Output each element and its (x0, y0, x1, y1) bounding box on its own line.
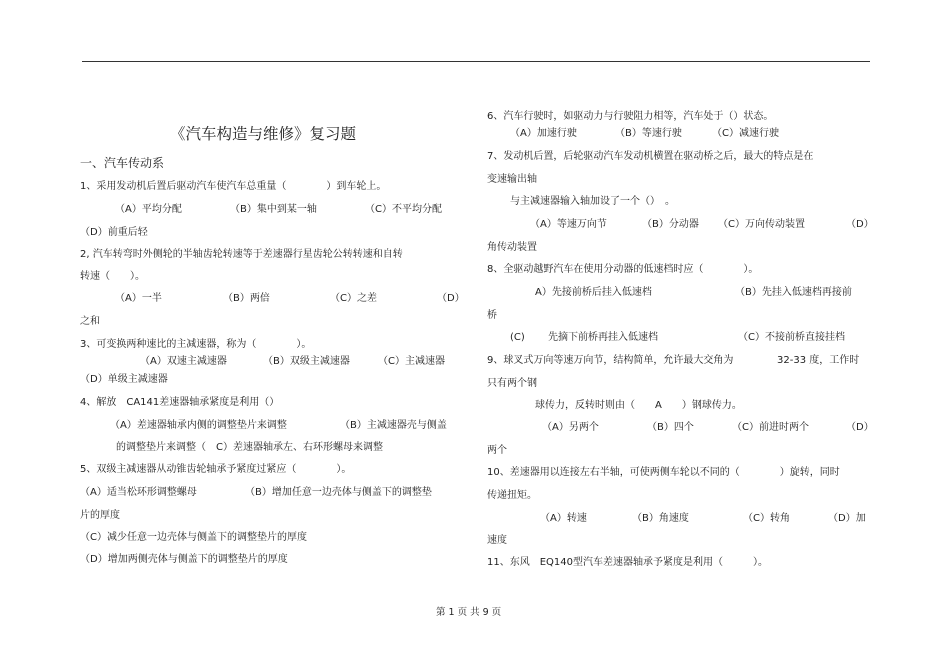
q8-option-a: A）先接前桥后挂入低速档 (535, 287, 652, 298)
q2-option-d-text: 之和 (80, 316, 100, 327)
question-10-line1: 10、差速器用以连接左右半轴，可使两侧车轮以不同的（ ）旋转，同时 (487, 467, 840, 478)
question-9-line1: 9、球叉式万向等速万向节，结构简单，允许最大交角为 (487, 355, 734, 366)
q7-option-b: （B）分动器 (642, 219, 699, 230)
q5-option-a: （A）适当松环形调整螺母 (80, 487, 197, 498)
q2-option-b: （B）两倍 (223, 293, 270, 304)
q8-option-b: （B）先挂入低速档再接前 (735, 287, 852, 298)
question-9-line2: 只有两个钢 (487, 378, 537, 389)
question-11: 11、东风 EQ140型汽车差速器轴承予紧度是利用（ ）。 (487, 557, 769, 568)
question-10-line2: 传递扭矩。 (487, 490, 537, 501)
question-9-line1-cont: 32-33 度，工作时 (777, 355, 860, 366)
question-8: 8、全驱动越野汽车在使用分动器的低速档时应（ ）。 (487, 264, 759, 275)
page-number: 第 1 页 共 9 页 (436, 607, 502, 618)
q5-option-b: （B）增加任意一边壳体与侧盖下的调整垫 (245, 487, 432, 498)
header-rule (82, 61, 870, 62)
question-3: 3、可变换两种速比的主减速器，称为（ ）。 (80, 339, 312, 350)
q10-option-b: （B）角速度 (632, 513, 689, 524)
q7-option-d: （D） (846, 219, 874, 230)
q5-option-b-cont: 片的厚度 (80, 510, 120, 521)
q9-option-d-text: 两个 (487, 445, 507, 456)
q2-option-a: （A）一半 (115, 293, 162, 304)
q10-option-d: （D）加 (828, 513, 866, 524)
q4-option-b-cont: 的调整垫片来调整（ C）差速器轴承左、右环形螺母来调整 (116, 442, 383, 453)
q7-option-d-text: 角传动装置 (487, 242, 537, 253)
q10-option-d-text: 速度 (487, 535, 507, 546)
section-heading: 一、汽车传动系 (80, 156, 165, 170)
q6-option-a: （A）加速行驶 (510, 128, 577, 139)
question-5: 5、双级主减速器从动锥齿轮轴承予紧度过紧应（ ）。 (80, 464, 352, 475)
question-7-line3: 与主减速器输入轴加设了一个（） 。 (510, 196, 675, 207)
question-2-line1: 2, 汽车转弯时外侧轮的半轴齿轮转速等于差速器行星齿轮公转转速和自转 (80, 249, 403, 260)
q7-option-a: （A）等速万向节 (530, 219, 607, 230)
question-9-line3: 球传力，反转时则由（ A ）钢球传力。 (535, 400, 742, 411)
question-2-line2: 转速（ ）。 (80, 271, 145, 282)
q7-option-c: （C）万向传动装置 (718, 219, 805, 230)
q3-option-b: （B）双级主减速器 (263, 356, 350, 367)
q5-option-d: （D）增加两侧壳体与侧盖下的调整垫片的厚度 (80, 554, 288, 565)
question-6: 6、汽车行驶时，如驱动力与行驶阻力相等，汽车处于（）状态。 (487, 111, 774, 122)
document-title: 《汽车构造与维修》复习题 (170, 125, 357, 143)
q3-option-c: （C）主减速器 (378, 356, 445, 367)
q2-option-d: （D） (437, 293, 465, 304)
q8-option-b-cont: 桥 (487, 310, 497, 321)
question-7-line2: 变速输出轴 (487, 174, 537, 185)
q8-option-c: 先摘下前桥再挂入低速档 (548, 332, 658, 343)
q3-option-a: （A）双速主减速器 (140, 356, 227, 367)
q1-option-b: （B）集中到某一轴 (230, 204, 317, 215)
q9-option-c: （C）前进时两个 (732, 422, 809, 433)
q9-option-b: （B）四个 (647, 422, 694, 433)
q10-option-c: （C）转角 (743, 513, 790, 524)
q6-option-b: （B）等速行驶 (615, 128, 682, 139)
q5-option-c: （C）减少任意一边壳体与侧盖下的调整垫片的厚度 (80, 532, 307, 543)
q9-option-d: （D） (846, 422, 874, 433)
question-1: 1、采用发动机后置后驱动汽车使汽车总重量（ ）到车轮上。 (80, 181, 387, 192)
q6-option-c: （C）减速行驶 (712, 128, 779, 139)
q1-option-a: （A）平均分配 (115, 204, 182, 215)
q4-option-b: （B）主减速器壳与侧盖 (340, 420, 447, 431)
q9-option-a: （A）另两个 (542, 422, 599, 433)
q1-option-c: （C）不平均分配 (365, 204, 442, 215)
q4-option-a: （A）差速器轴承内侧的调整垫片来调整 (110, 420, 287, 431)
q3-option-d: （D）单级主减速器 (80, 374, 168, 385)
q2-option-c: （C）之差 (330, 293, 377, 304)
q10-option-a: （A）转速 (540, 513, 587, 524)
q1-option-d: （D）前重后轻 (80, 227, 148, 238)
q8-option-d: （C）不接前桥直接挂档 (738, 332, 845, 343)
question-4: 4、解放 CA141差速器轴承紧度是利用（） (80, 397, 280, 408)
q8-option-c-letter: (C) (510, 332, 525, 343)
question-7-line1: 7、发动机后置，后轮驱动汽车发动机横置在驱动桥之后，最大的特点是在 (487, 151, 814, 162)
